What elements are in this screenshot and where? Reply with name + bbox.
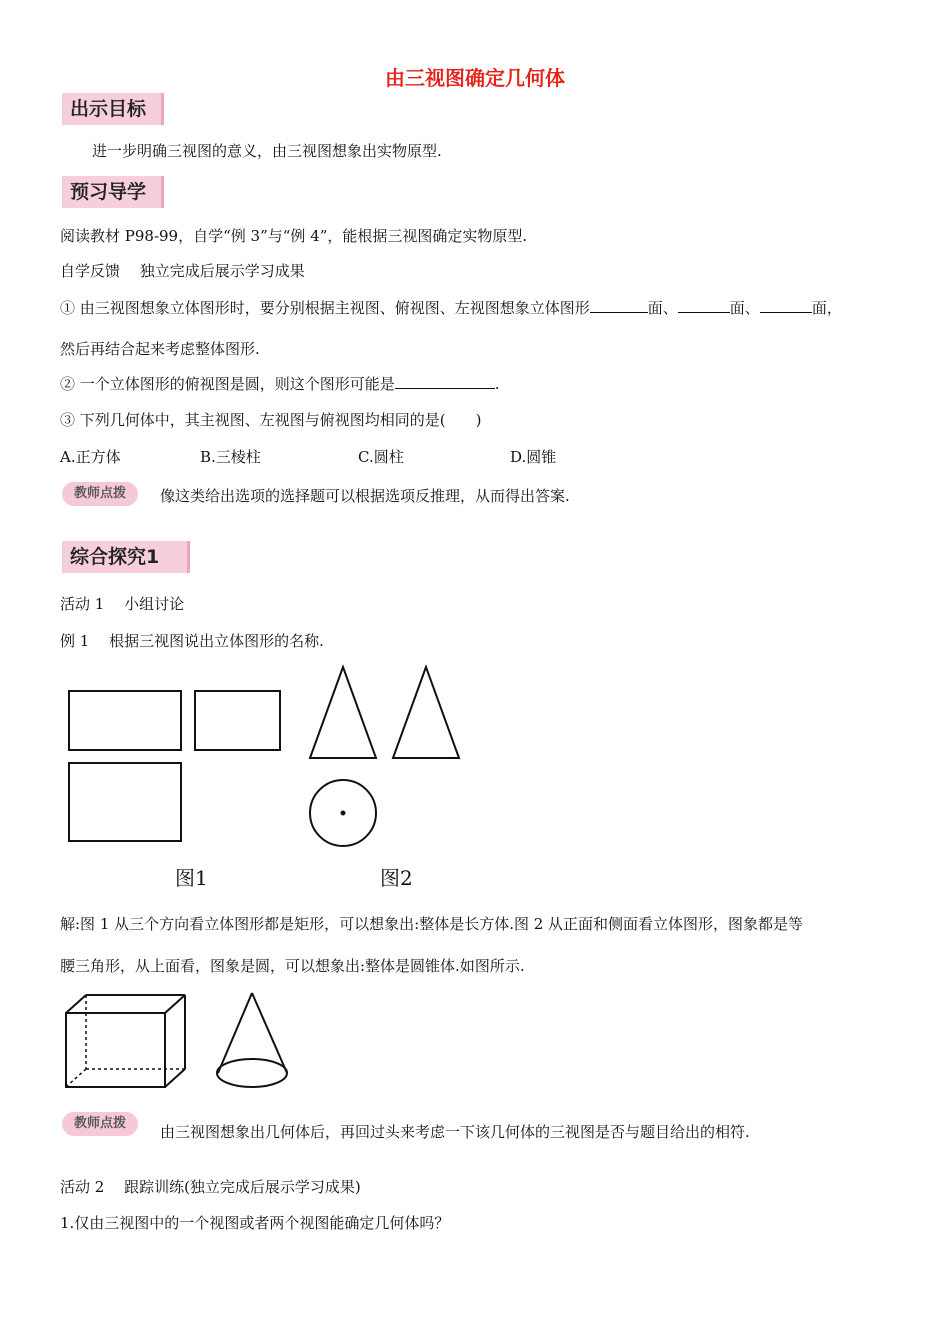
cuboid-drawing xyxy=(66,995,185,1087)
solution-line-2: 腰三角形，从上面看，图象是圆，可以想象出:整体是圆锥体.如图所示. xyxy=(60,957,525,975)
teacher-tip-1: 像这类给出选项的选择题可以根据选项反推理，从而得出答案. xyxy=(160,487,570,505)
side-view-triangle xyxy=(393,667,459,758)
example-1: 例 1 根据三视图说出立体图形的名称. xyxy=(60,632,324,650)
question-2-text: ② 一个立体图形的俯视图是圆，则这个图形可能是 xyxy=(60,375,395,393)
teacher-tip-badge: 教师点拨 xyxy=(62,482,138,506)
option-c: C.圆柱 xyxy=(358,448,404,466)
feedback-heading: 自学反馈 独立完成后展示学习成果 xyxy=(60,262,305,280)
question-1-continuation: 然后再结合起来考虑整体图形. xyxy=(60,340,260,358)
section-goal-header: 出示目标 xyxy=(62,93,164,125)
question-2-end: . xyxy=(494,375,500,393)
answer-blank[interactable] xyxy=(760,297,812,313)
teacher-tip-badge-2: 教师点拨 xyxy=(62,1112,138,1136)
question-1 xyxy=(60,297,842,319)
top-view-rectangle xyxy=(69,763,181,841)
teacher-tip-2: 由三视图想象出几何体后，再回过头来考虑一下该几何体的三视图是否与题目给出的相符. xyxy=(160,1123,750,1141)
front-view-rectangle xyxy=(69,691,181,750)
preview-text: 阅读教材 P98-99，自学“例 3”与“例 4”，能根据三视图确定实物原型. xyxy=(60,227,528,245)
question-1-suffix: 面、 xyxy=(729,299,760,317)
solid-figures xyxy=(0,985,320,1105)
activity-1: 活动 1 小组讨论 xyxy=(60,595,185,613)
activity-2: 活动 2 跟踪训练(独立完成后展示学习成果) xyxy=(60,1178,361,1196)
figure-1-three-views xyxy=(0,660,500,860)
page-title: 由三视图确定几何体 xyxy=(385,66,565,90)
figure-1-caption: 图1 xyxy=(175,866,208,890)
question-1-suffix: 面、 xyxy=(647,299,678,317)
circle-center-dot xyxy=(341,811,346,816)
answer-blank[interactable] xyxy=(678,297,730,313)
solution-line-1: 解:图 1 从三个方向看立体图形都是矩形，可以想象出:整体是长方体.图 2 从正面和侧面看立体图形，图象都是等 xyxy=(60,915,804,933)
option-d: D.圆锥 xyxy=(510,448,557,466)
side-view-rectangle xyxy=(195,691,280,750)
option-b: B.三棱柱 xyxy=(200,448,261,466)
answer-blank[interactable] xyxy=(590,297,648,313)
question-1-training: 1.仅由三视图中的一个视图或者两个视图能确定几何体吗？ xyxy=(60,1214,450,1232)
goal-text: 进一步明确三视图的意义，由三视图想象出实物原型. xyxy=(92,142,442,160)
cone-drawing xyxy=(217,993,287,1087)
question-1-suffix: 面， xyxy=(811,299,842,317)
option-a: A.正方体 xyxy=(60,448,121,466)
question-1-text: ① 由三视图想象立体图形时，要分别根据主视图、俯视图、左视图想象立体图形 xyxy=(60,299,590,317)
front-view-triangle xyxy=(310,667,376,758)
section-explore-header: 综合探究1 xyxy=(62,541,190,573)
answer-blank[interactable] xyxy=(395,373,495,389)
section-preview-header: 预习导学 xyxy=(62,176,164,208)
figure-2-caption: 图2 xyxy=(380,866,413,890)
question-2 xyxy=(60,373,500,395)
question-3: ③ 下列几何体中，其主视图、左视图与俯视图均相同的是( ) xyxy=(60,411,482,429)
